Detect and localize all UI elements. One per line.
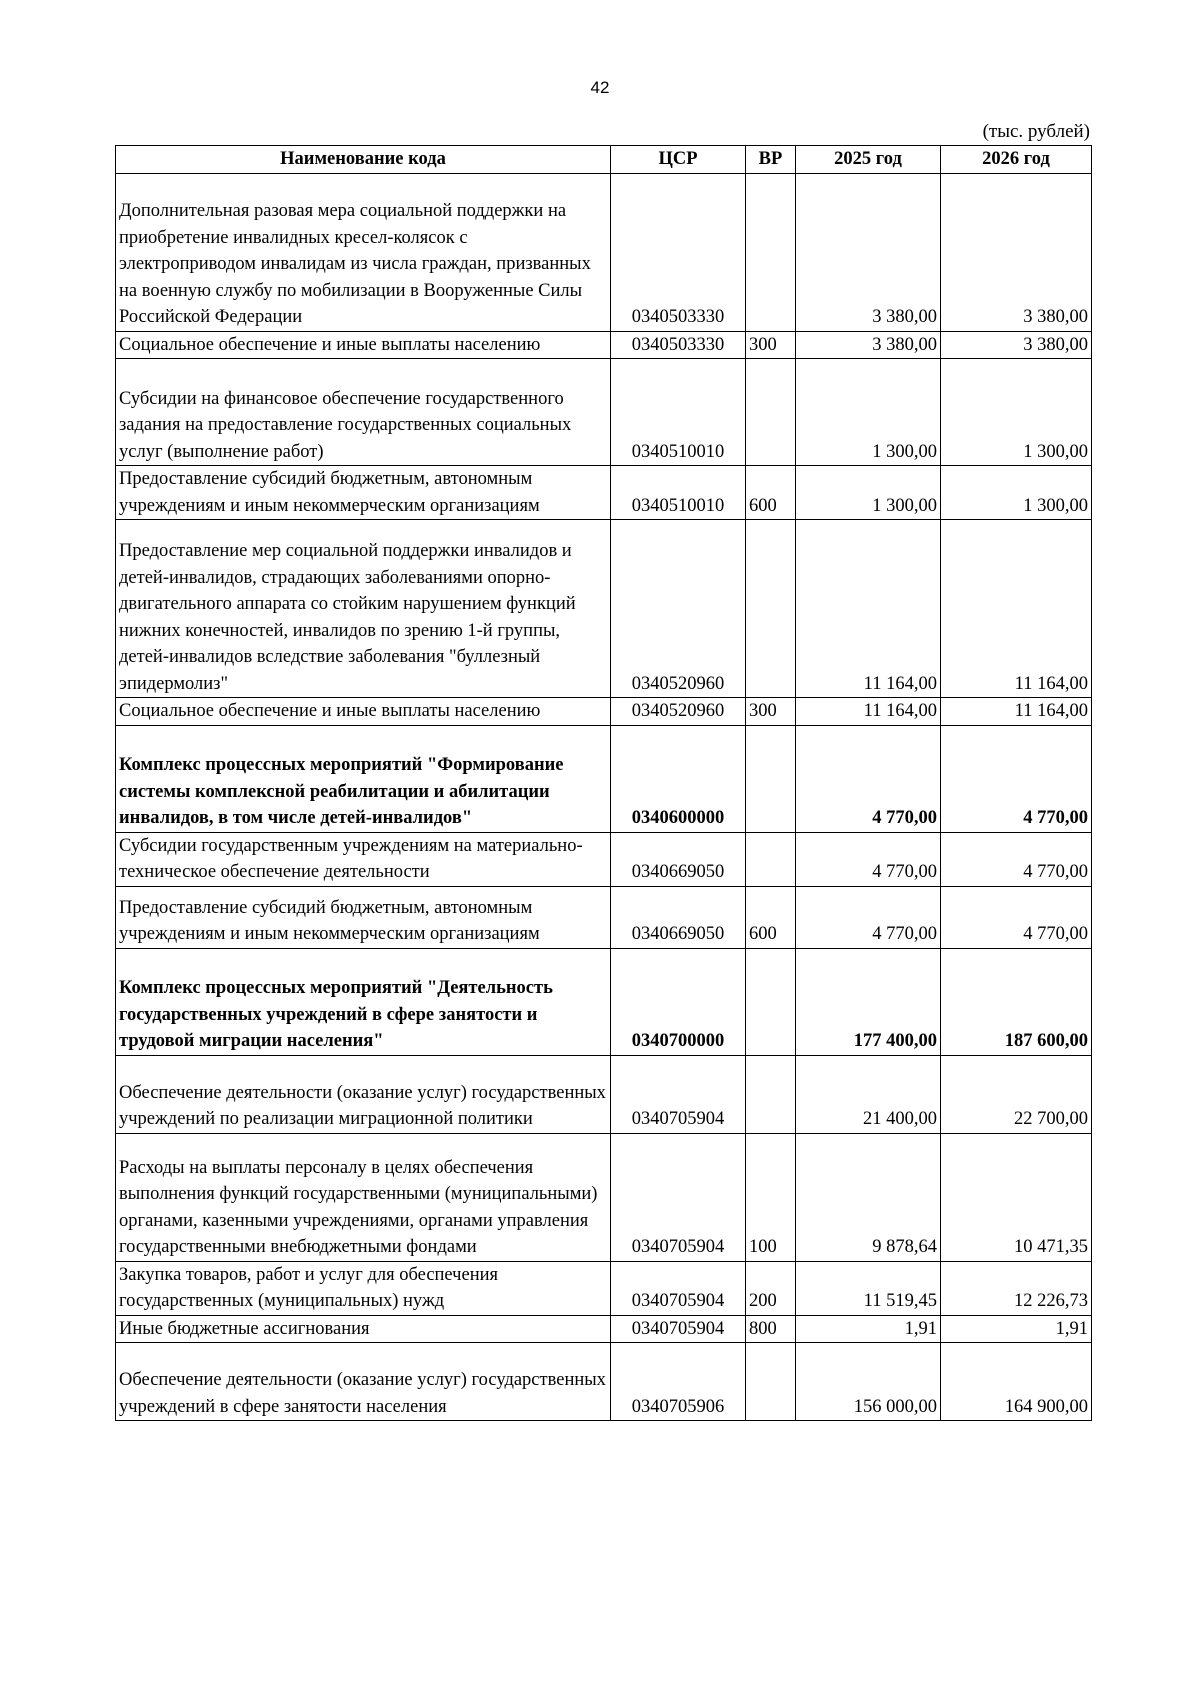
cell-csr: 0340705904: [611, 1055, 746, 1133]
table-row: [116, 331, 1092, 359]
cell-2025: 177 400,00: [796, 948, 941, 1055]
cell-name: Иные бюджетные ассигнования: [116, 1315, 611, 1343]
cell-csr: 0340600000: [611, 725, 746, 832]
cell-2026: 4 770,00: [941, 886, 1092, 948]
cell-name: Комплекс процессных мероприятий "Формирование системы комплексной реабилитации и абилитации инвалидов, в том числе детей-инвалидов": [116, 725, 611, 832]
cell-vr: [746, 948, 796, 1055]
table-row: [116, 520, 1092, 698]
header-name: Наименование кода: [116, 146, 611, 174]
cell-csr: 0340700000: [611, 948, 746, 1055]
cell-2025: 4 770,00: [796, 725, 941, 832]
table-row: [116, 1055, 1092, 1133]
header-csr: ЦСР: [611, 146, 746, 174]
cell-csr: 0340705904: [611, 1133, 746, 1261]
cell-2025: 3 380,00: [796, 173, 941, 331]
cell-2025: 9 878,64: [796, 1133, 941, 1261]
table-row: [116, 948, 1092, 1055]
budget-table: [115, 145, 1092, 1421]
cell-2025: 1 300,00: [796, 359, 941, 466]
table-body: [116, 173, 1092, 1421]
cell-2026: 11 164,00: [941, 520, 1092, 698]
cell-csr: 0340705906: [611, 1343, 746, 1421]
cell-2026: 187 600,00: [941, 948, 1092, 1055]
cell-2025: 11 164,00: [796, 698, 941, 726]
cell-name: Предоставление субсидий бюджетным, автономным учреждениям и иным некоммерческим организациям: [116, 886, 611, 948]
cell-2025: 21 400,00: [796, 1055, 941, 1133]
cell-2026: 1 300,00: [941, 466, 1092, 520]
cell-2026: 22 700,00: [941, 1055, 1092, 1133]
cell-csr: 0340510010: [611, 359, 746, 466]
cell-csr: 0340520960: [611, 520, 746, 698]
cell-name: Предоставление мер социальной поддержки инвалидов и детей-инвалидов, страдающих заболеваниями опорно-двигательного аппарата со стойким нарушением функций нижних конечностей, инвалидов по зрению 1-й группы, детей-инвалидов вследствие заболевания "буллезный эпидермолиз": [116, 520, 611, 698]
cell-name: Предоставление субсидий бюджетным, автономным учреждениям и иным некоммерческим организациям: [116, 466, 611, 520]
cell-csr: 0340669050: [611, 886, 746, 948]
cell-vr: 600: [746, 886, 796, 948]
cell-name: Обеспечение деятельности (оказание услуг) государственных учреждений в сфере занятости населения: [116, 1343, 611, 1421]
cell-name: Социальное обеспечение и иные выплаты населению: [116, 698, 611, 726]
cell-2026: 3 380,00: [941, 173, 1092, 331]
cell-2025: 156 000,00: [796, 1343, 941, 1421]
table-row: [116, 1261, 1092, 1315]
cell-vr: [746, 725, 796, 832]
cell-vr: 800: [746, 1315, 796, 1343]
cell-vr: 300: [746, 698, 796, 726]
table-row: [116, 1315, 1092, 1343]
table-row: [116, 1343, 1092, 1421]
cell-2025: 11 164,00: [796, 520, 941, 698]
cell-csr: 0340503330: [611, 331, 746, 359]
cell-2025: 11 519,45: [796, 1261, 941, 1315]
table-row: [116, 698, 1092, 726]
cell-2025: 4 770,00: [796, 832, 941, 886]
cell-vr: [746, 173, 796, 331]
cell-vr: 100: [746, 1133, 796, 1261]
cell-vr: [746, 1055, 796, 1133]
table-row: [116, 173, 1092, 331]
cell-2026: 12 226,73: [941, 1261, 1092, 1315]
cell-vr: 200: [746, 1261, 796, 1315]
table-row: [116, 832, 1092, 886]
cell-vr: [746, 359, 796, 466]
header-2026: 2026 год: [941, 146, 1092, 174]
table-row: [116, 359, 1092, 466]
cell-2026: 10 471,35: [941, 1133, 1092, 1261]
cell-vr: 300: [746, 331, 796, 359]
cell-csr: 0340510010: [611, 466, 746, 520]
cell-name: Дополнительная разовая мера социальной поддержки на приобретение инвалидных кресел-колясок с электроприводом инвалидам из числа граждан, призванных на военную службу по мобилизации в Вооруженные Силы Российской Федерации: [116, 173, 611, 331]
cell-name: Субсидии на финансовое обеспечение государственного задания на предоставление государственных социальных услуг (выполнение работ): [116, 359, 611, 466]
page-number: 42: [590, 78, 610, 97]
cell-name: Комплекс процессных мероприятий "Деятельность государственных учреждений в сфере занятости и трудовой миграции населения": [116, 948, 611, 1055]
units-label: (тыс. рублей): [982, 121, 1090, 142]
cell-2025: 4 770,00: [796, 886, 941, 948]
table-row: [116, 466, 1092, 520]
cell-csr: 0340503330: [611, 173, 746, 331]
table-header-row: [116, 146, 1092, 174]
cell-vr: [746, 832, 796, 886]
cell-vr: [746, 1343, 796, 1421]
cell-2026: 11 164,00: [941, 698, 1092, 726]
cell-csr: 0340705904: [611, 1315, 746, 1343]
cell-2025: 3 380,00: [796, 331, 941, 359]
cell-2026: 1 300,00: [941, 359, 1092, 466]
cell-name: Расходы на выплаты персоналу в целях обеспечения выполнения функций государственными (муниципальными) органами, казенными учреждениями, органами управления государственными внебюджетными фондами: [116, 1133, 611, 1261]
cell-2026: 4 770,00: [941, 725, 1092, 832]
cell-vr: 600: [746, 466, 796, 520]
header-2025: 2025 год: [796, 146, 941, 174]
cell-csr: 0340705904: [611, 1261, 746, 1315]
table-row: [116, 886, 1092, 948]
cell-2026: 1,91: [941, 1315, 1092, 1343]
cell-2025: 1,91: [796, 1315, 941, 1343]
cell-name: Субсидии государственным учреждениям на материально-техническое обеспечение деятельности: [116, 832, 611, 886]
cell-2025: 1 300,00: [796, 466, 941, 520]
table-row: [116, 725, 1092, 832]
cell-name: Закупка товаров, работ и услуг для обеспечения государственных (муниципальных) нужд: [116, 1261, 611, 1315]
cell-name: Обеспечение деятельности (оказание услуг) государственных учреждений по реализации миграционной политики: [116, 1055, 611, 1133]
cell-2026: 3 380,00: [941, 331, 1092, 359]
cell-csr: 0340520960: [611, 698, 746, 726]
header-vr: ВР: [746, 146, 796, 174]
cell-2026: 164 900,00: [941, 1343, 1092, 1421]
table-row: [116, 1133, 1092, 1261]
cell-vr: [746, 520, 796, 698]
cell-csr: 0340669050: [611, 832, 746, 886]
cell-2026: 4 770,00: [941, 832, 1092, 886]
cell-name: Социальное обеспечение и иные выплаты населению: [116, 331, 611, 359]
